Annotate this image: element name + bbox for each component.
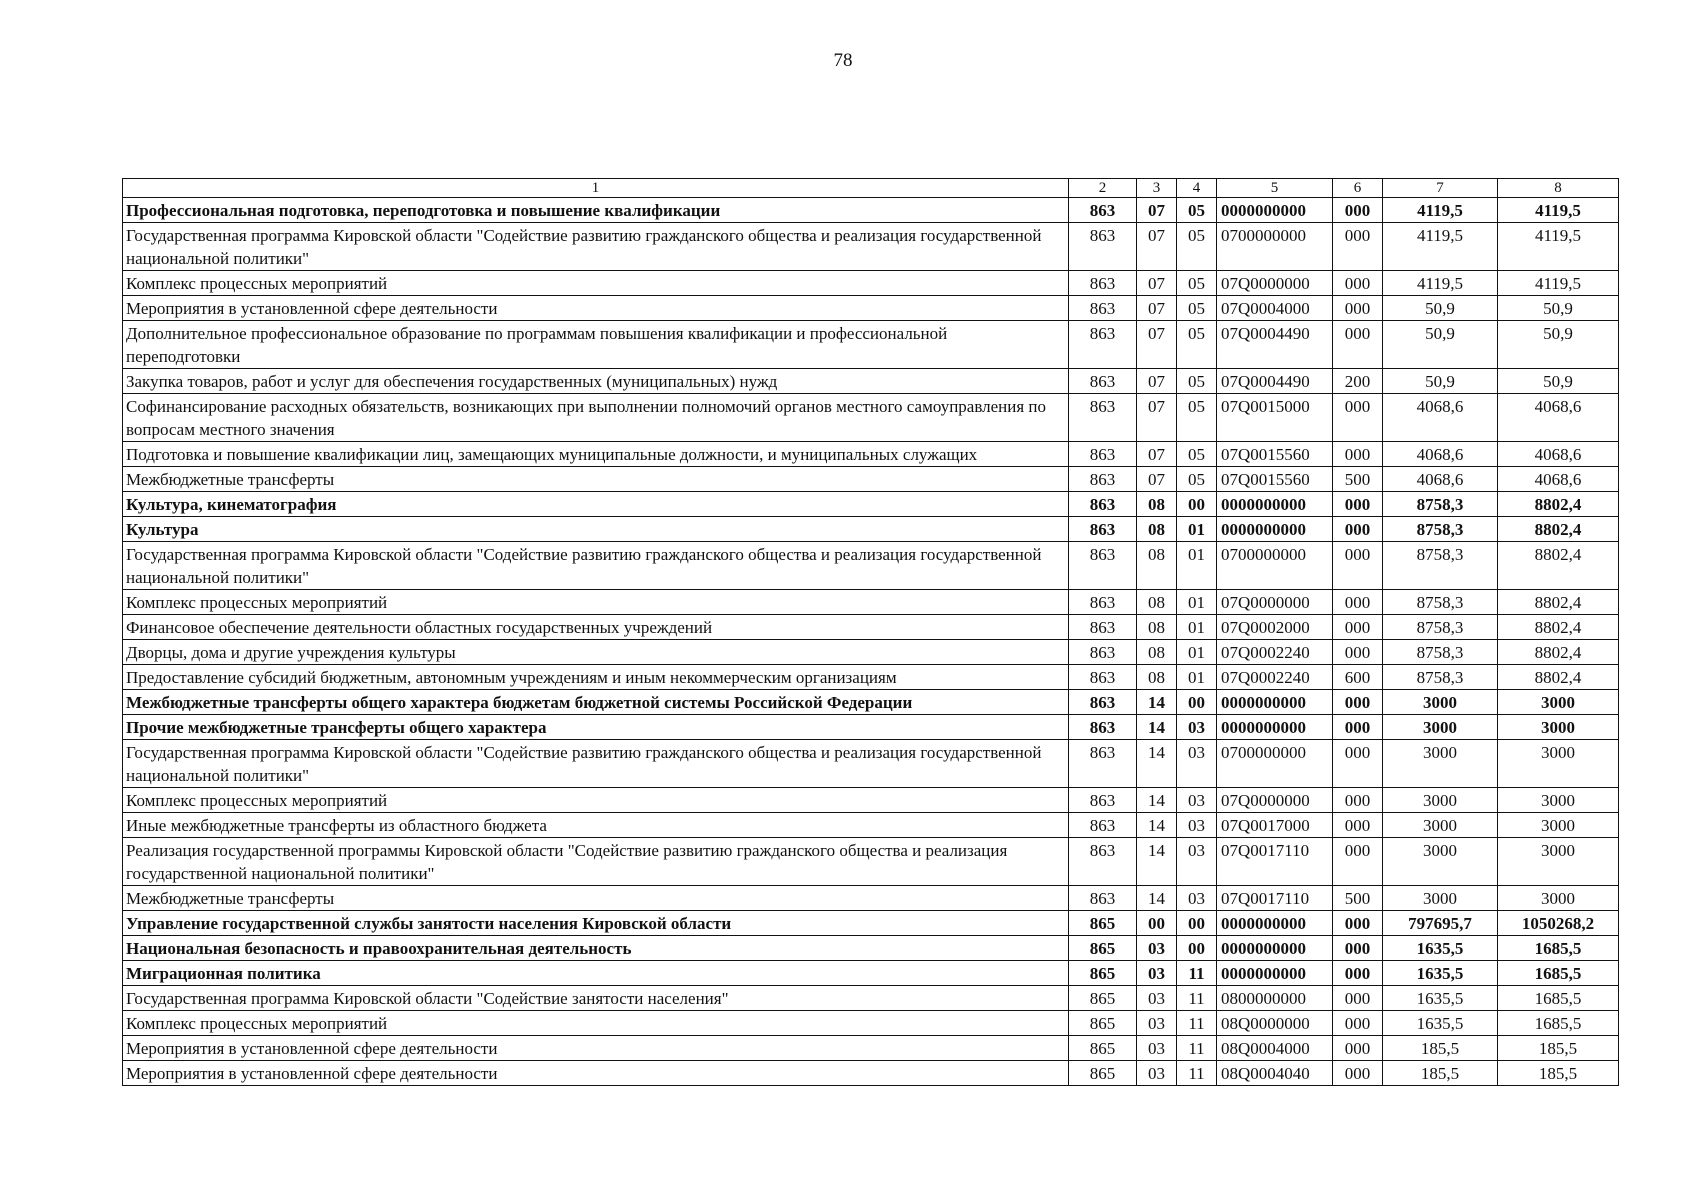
cell-section: 14 <box>1137 690 1177 715</box>
cell-section: 07 <box>1137 296 1177 321</box>
cell-expense-type: 000 <box>1333 1011 1383 1036</box>
cell-section: 07 <box>1137 394 1177 442</box>
cell-name: Предоставление субсидий бюджетным, автономным учреждениям и иным некоммерческим организациям <box>123 665 1069 690</box>
table-row <box>123 1061 1619 1086</box>
cell-code-admin: 863 <box>1069 813 1137 838</box>
cell-amount-year-2: 8802,4 <box>1498 517 1619 542</box>
cell-target-article: 08Q0004040 <box>1217 1061 1333 1086</box>
cell-name: Комплекс процессных мероприятий <box>123 1011 1069 1036</box>
table-row <box>123 665 1619 690</box>
cell-expense-type: 000 <box>1333 640 1383 665</box>
cell-subsection: 05 <box>1177 442 1217 467</box>
cell-subsection: 05 <box>1177 198 1217 223</box>
cell-name: Миграционная политика <box>123 961 1069 986</box>
header-cell: 7 <box>1383 179 1498 198</box>
cell-section: 07 <box>1137 223 1177 271</box>
table-row <box>123 740 1619 788</box>
header-cell: 4 <box>1177 179 1217 198</box>
cell-subsection: 05 <box>1177 271 1217 296</box>
cell-section: 00 <box>1137 911 1177 936</box>
cell-name: Софинансирование расходных обязательств, возникающих при выполнении полномочий органов местного самоуправления по вопросам местного значения <box>123 394 1069 442</box>
cell-code-admin: 863 <box>1069 394 1137 442</box>
cell-section: 14 <box>1137 838 1177 886</box>
cell-amount-year-2: 50,9 <box>1498 369 1619 394</box>
cell-target-article: 0000000000 <box>1217 517 1333 542</box>
table-row <box>123 911 1619 936</box>
cell-amount-year-1: 8758,3 <box>1383 517 1498 542</box>
cell-expense-type: 500 <box>1333 886 1383 911</box>
cell-expense-type: 000 <box>1333 813 1383 838</box>
cell-code-admin: 863 <box>1069 542 1137 590</box>
cell-amount-year-1: 3000 <box>1383 838 1498 886</box>
cell-amount-year-2: 4119,5 <box>1498 198 1619 223</box>
cell-amount-year-1: 1635,5 <box>1383 1011 1498 1036</box>
table-row <box>123 961 1619 986</box>
cell-section: 14 <box>1137 740 1177 788</box>
cell-section: 03 <box>1137 961 1177 986</box>
cell-expense-type: 000 <box>1333 740 1383 788</box>
cell-amount-year-1: 4068,6 <box>1383 467 1498 492</box>
table-row <box>123 886 1619 911</box>
cell-section: 14 <box>1137 813 1177 838</box>
cell-target-article: 07Q0015560 <box>1217 467 1333 492</box>
cell-subsection: 00 <box>1177 936 1217 961</box>
cell-amount-year-1: 797695,7 <box>1383 911 1498 936</box>
cell-expense-type: 000 <box>1333 1036 1383 1061</box>
cell-target-article: 08Q0004000 <box>1217 1036 1333 1061</box>
cell-amount-year-1: 3000 <box>1383 886 1498 911</box>
cell-expense-type: 000 <box>1333 198 1383 223</box>
cell-subsection: 03 <box>1177 740 1217 788</box>
cell-expense-type: 000 <box>1333 590 1383 615</box>
cell-amount-year-1: 1635,5 <box>1383 986 1498 1011</box>
cell-subsection: 05 <box>1177 223 1217 271</box>
cell-subsection: 03 <box>1177 813 1217 838</box>
table-row <box>123 813 1619 838</box>
cell-amount-year-2: 8802,4 <box>1498 640 1619 665</box>
cell-subsection: 11 <box>1177 1036 1217 1061</box>
cell-target-article: 07Q0002240 <box>1217 665 1333 690</box>
cell-code-admin: 863 <box>1069 690 1137 715</box>
cell-amount-year-2: 3000 <box>1498 788 1619 813</box>
cell-amount-year-2: 185,5 <box>1498 1061 1619 1086</box>
cell-amount-year-1: 4119,5 <box>1383 271 1498 296</box>
cell-amount-year-2: 4068,6 <box>1498 467 1619 492</box>
cell-subsection: 01 <box>1177 590 1217 615</box>
cell-expense-type: 000 <box>1333 715 1383 740</box>
cell-section: 07 <box>1137 198 1177 223</box>
cell-name: Реализация государственной программы Кировской области "Содействие развитию гражданского общества и реализация государственной национальной политики" <box>123 838 1069 886</box>
cell-section: 08 <box>1137 492 1177 517</box>
cell-amount-year-1: 50,9 <box>1383 369 1498 394</box>
cell-code-admin: 865 <box>1069 961 1137 986</box>
cell-amount-year-2: 1685,5 <box>1498 961 1619 986</box>
cell-subsection: 11 <box>1177 1011 1217 1036</box>
cell-subsection: 01 <box>1177 640 1217 665</box>
table-row <box>123 467 1619 492</box>
cell-code-admin: 863 <box>1069 517 1137 542</box>
cell-name: Государственная программа Кировской области "Содействие развитию гражданского общества и реализация государственной национальной политики" <box>123 740 1069 788</box>
cell-expense-type: 000 <box>1333 296 1383 321</box>
table-row <box>123 369 1619 394</box>
cell-amount-year-2: 8802,4 <box>1498 492 1619 517</box>
cell-code-admin: 865 <box>1069 1061 1137 1086</box>
cell-amount-year-2: 4119,5 <box>1498 271 1619 296</box>
cell-amount-year-1: 185,5 <box>1383 1036 1498 1061</box>
cell-name: Комплекс процессных мероприятий <box>123 788 1069 813</box>
cell-expense-type: 000 <box>1333 442 1383 467</box>
cell-expense-type: 000 <box>1333 321 1383 369</box>
cell-amount-year-2: 185,5 <box>1498 1036 1619 1061</box>
cell-expense-type: 000 <box>1333 1061 1383 1086</box>
cell-name: Дополнительное профессиональное образование по программам повышения квалификации и профессиональной переподготовки <box>123 321 1069 369</box>
cell-expense-type: 000 <box>1333 690 1383 715</box>
cell-subsection: 01 <box>1177 542 1217 590</box>
cell-expense-type: 200 <box>1333 369 1383 394</box>
cell-section: 07 <box>1137 321 1177 369</box>
table-row <box>123 394 1619 442</box>
table-row <box>123 321 1619 369</box>
cell-expense-type: 500 <box>1333 467 1383 492</box>
cell-target-article: 07Q0000000 <box>1217 590 1333 615</box>
cell-amount-year-2: 3000 <box>1498 838 1619 886</box>
table-row <box>123 715 1619 740</box>
cell-amount-year-1: 4068,6 <box>1383 394 1498 442</box>
cell-subsection: 01 <box>1177 615 1217 640</box>
cell-subsection: 01 <box>1177 665 1217 690</box>
cell-code-admin: 863 <box>1069 590 1137 615</box>
cell-name: Мероприятия в установленной сфере деятельности <box>123 296 1069 321</box>
cell-target-article: 08Q0000000 <box>1217 1011 1333 1036</box>
cell-code-admin: 863 <box>1069 715 1137 740</box>
cell-expense-type: 000 <box>1333 542 1383 590</box>
cell-amount-year-2: 3000 <box>1498 740 1619 788</box>
cell-section: 08 <box>1137 542 1177 590</box>
cell-target-article: 0000000000 <box>1217 715 1333 740</box>
cell-target-article: 0800000000 <box>1217 986 1333 1011</box>
cell-name: Мероприятия в установленной сфере деятельности <box>123 1036 1069 1061</box>
cell-name: Комплекс процессных мероприятий <box>123 590 1069 615</box>
cell-section: 03 <box>1137 1011 1177 1036</box>
cell-expense-type: 000 <box>1333 394 1383 442</box>
cell-name: Профессиональная подготовка, переподготовка и повышение квалификации <box>123 198 1069 223</box>
cell-amount-year-1: 4068,6 <box>1383 442 1498 467</box>
table-header-row <box>123 179 1619 198</box>
cell-section: 08 <box>1137 517 1177 542</box>
cell-subsection: 00 <box>1177 492 1217 517</box>
header-cell: 1 <box>123 179 1069 198</box>
cell-expense-type: 000 <box>1333 223 1383 271</box>
cell-amount-year-1: 8758,3 <box>1383 640 1498 665</box>
table-row <box>123 442 1619 467</box>
cell-amount-year-2: 8802,4 <box>1498 542 1619 590</box>
cell-amount-year-2: 8802,4 <box>1498 665 1619 690</box>
cell-section: 08 <box>1137 615 1177 640</box>
cell-target-article: 07Q0017000 <box>1217 813 1333 838</box>
cell-target-article: 0000000000 <box>1217 961 1333 986</box>
cell-target-article: 0700000000 <box>1217 223 1333 271</box>
cell-section: 14 <box>1137 788 1177 813</box>
cell-name: Национальная безопасность и правоохранительная деятельность <box>123 936 1069 961</box>
cell-amount-year-2: 1685,5 <box>1498 936 1619 961</box>
cell-section: 08 <box>1137 640 1177 665</box>
cell-amount-year-2: 4119,5 <box>1498 223 1619 271</box>
cell-subsection: 01 <box>1177 517 1217 542</box>
header-cell: 3 <box>1137 179 1177 198</box>
cell-section: 03 <box>1137 986 1177 1011</box>
table-row <box>123 788 1619 813</box>
cell-amount-year-2: 3000 <box>1498 813 1619 838</box>
cell-section: 07 <box>1137 271 1177 296</box>
table-row <box>123 1011 1619 1036</box>
table-row <box>123 936 1619 961</box>
cell-amount-year-2: 3000 <box>1498 886 1619 911</box>
cell-name: Государственная программа Кировской области "Содействие занятости населения" <box>123 986 1069 1011</box>
cell-amount-year-1: 50,9 <box>1383 321 1498 369</box>
cell-section: 14 <box>1137 886 1177 911</box>
cell-amount-year-2: 1050268,2 <box>1498 911 1619 936</box>
cell-code-admin: 863 <box>1069 665 1137 690</box>
cell-expense-type: 000 <box>1333 986 1383 1011</box>
cell-code-admin: 863 <box>1069 640 1137 665</box>
cell-code-admin: 863 <box>1069 838 1137 886</box>
cell-target-article: 0000000000 <box>1217 492 1333 517</box>
cell-amount-year-1: 3000 <box>1383 788 1498 813</box>
cell-subsection: 05 <box>1177 467 1217 492</box>
table-row <box>123 838 1619 886</box>
cell-target-article: 07Q0004000 <box>1217 296 1333 321</box>
cell-code-admin: 865 <box>1069 936 1137 961</box>
cell-expense-type: 600 <box>1333 665 1383 690</box>
cell-name: Управление государственной службы занятости населения Кировской области <box>123 911 1069 936</box>
cell-name: Межбюджетные трансферты общего характера бюджетам бюджетной системы Российской Федерации <box>123 690 1069 715</box>
cell-code-admin: 863 <box>1069 740 1137 788</box>
cell-code-admin: 863 <box>1069 296 1137 321</box>
table-row <box>123 223 1619 271</box>
cell-name: Мероприятия в установленной сфере деятельности <box>123 1061 1069 1086</box>
cell-target-article: 07Q0015000 <box>1217 394 1333 442</box>
cell-subsection: 11 <box>1177 986 1217 1011</box>
table-row <box>123 986 1619 1011</box>
cell-section: 08 <box>1137 590 1177 615</box>
cell-amount-year-1: 8758,3 <box>1383 615 1498 640</box>
cell-amount-year-1: 3000 <box>1383 740 1498 788</box>
cell-name: Прочие межбюджетные трансферты общего характера <box>123 715 1069 740</box>
table-row <box>123 198 1619 223</box>
cell-amount-year-1: 8758,3 <box>1383 492 1498 517</box>
cell-expense-type: 000 <box>1333 788 1383 813</box>
cell-code-admin: 863 <box>1069 442 1137 467</box>
cell-expense-type: 000 <box>1333 492 1383 517</box>
header-cell: 5 <box>1217 179 1333 198</box>
cell-code-admin: 863 <box>1069 492 1137 517</box>
cell-target-article: 07Q0015560 <box>1217 442 1333 467</box>
cell-amount-year-1: 3000 <box>1383 715 1498 740</box>
cell-name: Иные межбюджетные трансферты из областного бюджета <box>123 813 1069 838</box>
cell-amount-year-1: 1635,5 <box>1383 936 1498 961</box>
table-row <box>123 542 1619 590</box>
cell-section: 07 <box>1137 369 1177 394</box>
header-cell: 6 <box>1333 179 1383 198</box>
cell-section: 03 <box>1137 936 1177 961</box>
page-number: 78 <box>833 50 853 71</box>
cell-name: Культура <box>123 517 1069 542</box>
cell-code-admin: 863 <box>1069 467 1137 492</box>
cell-amount-year-1: 4119,5 <box>1383 198 1498 223</box>
cell-expense-type: 000 <box>1333 271 1383 296</box>
cell-target-article: 0700000000 <box>1217 542 1333 590</box>
cell-section: 14 <box>1137 715 1177 740</box>
cell-section: 08 <box>1137 665 1177 690</box>
cell-target-article: 0000000000 <box>1217 936 1333 961</box>
cell-amount-year-1: 3000 <box>1383 813 1498 838</box>
cell-code-admin: 863 <box>1069 198 1137 223</box>
cell-amount-year-1: 1635,5 <box>1383 961 1498 986</box>
cell-section: 07 <box>1137 442 1177 467</box>
budget-table <box>122 178 1619 1086</box>
header-cell: 8 <box>1498 179 1619 198</box>
cell-name: Культура, кинематография <box>123 492 1069 517</box>
cell-target-article: 0000000000 <box>1217 911 1333 936</box>
cell-subsection: 00 <box>1177 690 1217 715</box>
cell-target-article: 07Q0017110 <box>1217 886 1333 911</box>
cell-name: Дворцы, дома и другие учреждения культуры <box>123 640 1069 665</box>
cell-amount-year-2: 1685,5 <box>1498 986 1619 1011</box>
cell-section: 03 <box>1137 1061 1177 1086</box>
cell-name: Межбюджетные трансферты <box>123 467 1069 492</box>
cell-subsection: 03 <box>1177 788 1217 813</box>
table-row <box>123 492 1619 517</box>
cell-expense-type: 000 <box>1333 615 1383 640</box>
cell-expense-type: 000 <box>1333 517 1383 542</box>
cell-name: Финансовое обеспечение деятельности областных государственных учреждений <box>123 615 1069 640</box>
cell-expense-type: 000 <box>1333 911 1383 936</box>
cell-name: Межбюджетные трансферты <box>123 886 1069 911</box>
cell-expense-type: 000 <box>1333 838 1383 886</box>
cell-subsection: 11 <box>1177 961 1217 986</box>
cell-target-article: 07Q0000000 <box>1217 788 1333 813</box>
cell-section: 03 <box>1137 1036 1177 1061</box>
cell-subsection: 05 <box>1177 321 1217 369</box>
cell-subsection: 05 <box>1177 369 1217 394</box>
cell-amount-year-2: 3000 <box>1498 690 1619 715</box>
cell-code-admin: 863 <box>1069 369 1137 394</box>
header-cell: 2 <box>1069 179 1137 198</box>
cell-name: Подготовка и повышение квалификации лиц, замещающих муниципальные должности, и муниципальных служащих <box>123 442 1069 467</box>
cell-subsection: 03 <box>1177 715 1217 740</box>
cell-amount-year-1: 8758,3 <box>1383 665 1498 690</box>
cell-target-article: 07Q0000000 <box>1217 271 1333 296</box>
cell-subsection: 00 <box>1177 911 1217 936</box>
cell-code-admin: 863 <box>1069 788 1137 813</box>
table-row <box>123 690 1619 715</box>
cell-expense-type: 000 <box>1333 936 1383 961</box>
cell-name: Закупка товаров, работ и услуг для обеспечения государственных (муниципальных) нужд <box>123 369 1069 394</box>
cell-amount-year-2: 50,9 <box>1498 296 1619 321</box>
cell-amount-year-2: 1685,5 <box>1498 1011 1619 1036</box>
cell-code-admin: 865 <box>1069 1011 1137 1036</box>
cell-section: 07 <box>1137 467 1177 492</box>
cell-code-admin: 863 <box>1069 321 1137 369</box>
cell-code-admin: 865 <box>1069 911 1137 936</box>
table-row <box>123 1036 1619 1061</box>
cell-amount-year-1: 8758,3 <box>1383 590 1498 615</box>
cell-name: Государственная программа Кировской области "Содействие развитию гражданского общества и реализация государственной национальной политики" <box>123 542 1069 590</box>
cell-amount-year-1: 50,9 <box>1383 296 1498 321</box>
table-row <box>123 517 1619 542</box>
cell-amount-year-1: 4119,5 <box>1383 223 1498 271</box>
cell-target-article: 07Q0004490 <box>1217 369 1333 394</box>
cell-code-admin: 865 <box>1069 1036 1137 1061</box>
cell-subsection: 11 <box>1177 1061 1217 1086</box>
cell-amount-year-2: 3000 <box>1498 715 1619 740</box>
cell-target-article: 07Q0002000 <box>1217 615 1333 640</box>
cell-target-article: 07Q0002240 <box>1217 640 1333 665</box>
cell-code-admin: 863 <box>1069 223 1137 271</box>
cell-target-article: 0000000000 <box>1217 690 1333 715</box>
cell-expense-type: 000 <box>1333 961 1383 986</box>
table-row <box>123 615 1619 640</box>
cell-amount-year-2: 50,9 <box>1498 321 1619 369</box>
cell-subsection: 05 <box>1177 296 1217 321</box>
cell-code-admin: 863 <box>1069 615 1137 640</box>
cell-code-admin: 865 <box>1069 986 1137 1011</box>
cell-amount-year-1: 8758,3 <box>1383 542 1498 590</box>
table-row <box>123 640 1619 665</box>
cell-target-article: 0000000000 <box>1217 198 1333 223</box>
cell-target-article: 07Q0017110 <box>1217 838 1333 886</box>
cell-target-article: 0700000000 <box>1217 740 1333 788</box>
cell-subsection: 03 <box>1177 838 1217 886</box>
cell-target-article: 07Q0004490 <box>1217 321 1333 369</box>
cell-code-admin: 863 <box>1069 271 1137 296</box>
cell-amount-year-2: 4068,6 <box>1498 394 1619 442</box>
table-row <box>123 296 1619 321</box>
cell-subsection: 05 <box>1177 394 1217 442</box>
cell-name: Комплекс процессных мероприятий <box>123 271 1069 296</box>
cell-amount-year-2: 8802,4 <box>1498 590 1619 615</box>
table-row <box>123 271 1619 296</box>
cell-amount-year-1: 3000 <box>1383 690 1498 715</box>
cell-subsection: 03 <box>1177 886 1217 911</box>
cell-name: Государственная программа Кировской области "Содействие развитию гражданского общества и реализация государственной национальной политики" <box>123 223 1069 271</box>
cell-amount-year-1: 185,5 <box>1383 1061 1498 1086</box>
cell-amount-year-2: 4068,6 <box>1498 442 1619 467</box>
cell-code-admin: 863 <box>1069 886 1137 911</box>
cell-amount-year-2: 8802,4 <box>1498 615 1619 640</box>
table-row <box>123 590 1619 615</box>
